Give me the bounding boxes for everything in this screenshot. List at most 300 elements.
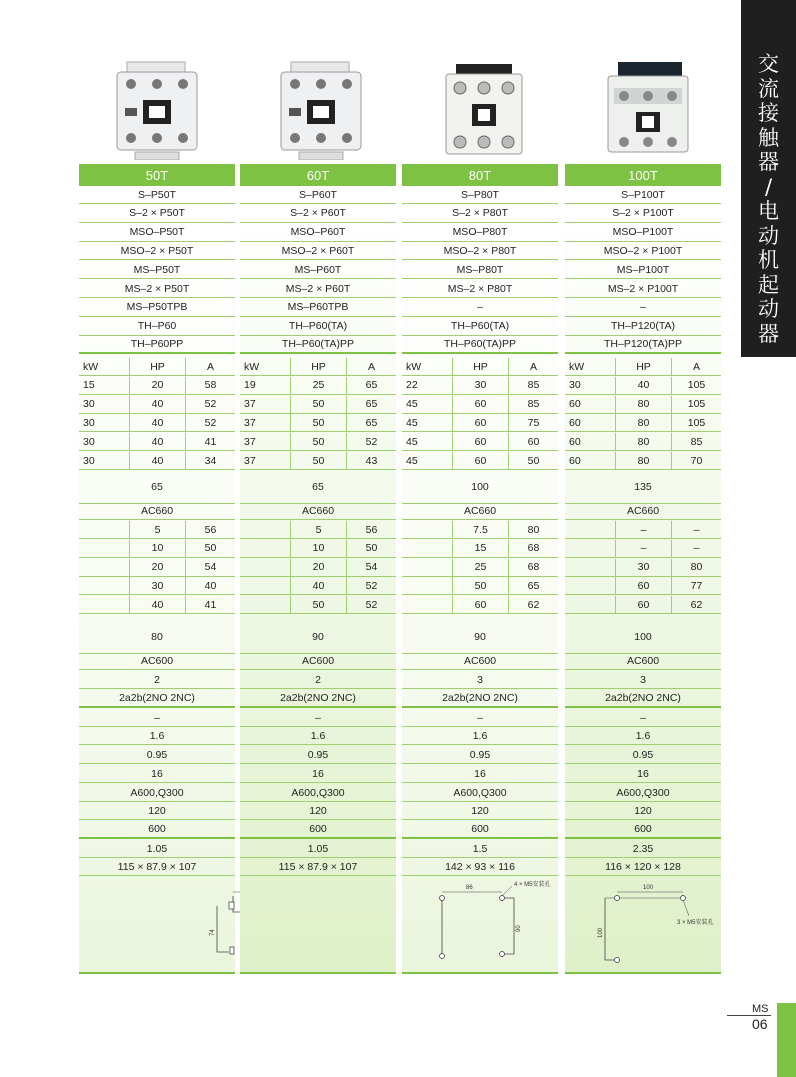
model-row	[79, 336, 235, 354]
table-cell: 50	[452, 577, 508, 594]
value-row-text: 600	[148, 823, 166, 835]
section-tab-char: 器	[758, 321, 779, 346]
dimension-height: 74	[210, 929, 216, 936]
value-row	[565, 821, 721, 839]
table-cell: kW	[569, 360, 585, 373]
rating-row	[240, 433, 396, 451]
model-row-text: S–P80T	[461, 188, 499, 201]
ac-voltage-2-row	[79, 652, 235, 670]
weight-row	[79, 840, 235, 858]
table-cell	[240, 596, 290, 613]
current-b-row	[240, 616, 396, 654]
dash-row	[240, 709, 396, 727]
rating2-row	[79, 540, 235, 558]
value-row	[240, 821, 396, 839]
aux-contacts-row	[565, 671, 721, 689]
table-cell: 85	[508, 377, 558, 394]
table-cell: 50	[346, 540, 396, 557]
model-row	[79, 242, 235, 260]
column-header: 100T	[565, 164, 721, 186]
table-cell: 56	[185, 521, 235, 538]
model-row-text: TH–P60(TA)PP	[281, 338, 355, 351]
table-cell: 68	[508, 559, 558, 576]
dimension-width: 100	[643, 885, 654, 891]
value-row-text: 1.6	[310, 729, 326, 742]
model-row	[79, 318, 235, 336]
table-cell: 43	[346, 452, 396, 469]
model-row	[402, 280, 558, 298]
value-row-text: 16	[312, 767, 324, 780]
ac-voltage-row	[402, 502, 558, 520]
model-row	[79, 280, 235, 298]
section-tab-char: 动	[758, 223, 779, 248]
section-tab-char: 交	[758, 52, 779, 76]
model-row-text: MSO–2 × P50T	[120, 244, 194, 257]
value-row-text: 1.6	[149, 729, 165, 742]
dash-row-text: –	[315, 711, 321, 724]
contactor-80t-photo	[436, 58, 532, 160]
model-row	[402, 299, 558, 317]
table-cell: 30	[83, 398, 95, 411]
current-b-row	[79, 616, 235, 654]
contact-config-row	[402, 690, 558, 708]
aux-contacts-row	[240, 671, 396, 689]
model-row	[240, 336, 396, 354]
rating2-row	[240, 577, 396, 595]
table-cell: 45	[406, 454, 418, 467]
rated-current-row-text: 135	[634, 480, 652, 493]
value-row	[240, 727, 396, 745]
rating-header-row	[565, 358, 721, 376]
table-cell: 60	[452, 452, 508, 469]
dash-row-text: –	[640, 711, 646, 724]
spec-column-60t	[240, 164, 396, 974]
rating-row	[402, 414, 558, 432]
value-row	[565, 727, 721, 745]
model-row	[565, 242, 721, 260]
contact-config-row	[240, 690, 396, 708]
model-row	[402, 261, 558, 279]
model-row-text: MS–2 × P60T	[285, 282, 351, 295]
table-cell: 80	[671, 559, 721, 576]
model-row-text: TH–P120(TA)PP	[604, 338, 682, 351]
table-cell	[402, 540, 452, 557]
page-number: 06	[752, 1016, 768, 1032]
table-cell: 105	[671, 377, 721, 394]
value-row	[565, 765, 721, 783]
table-cell	[240, 577, 290, 594]
value-row-text: 120	[148, 804, 166, 817]
rating2-row	[402, 559, 558, 577]
table-cell: HP	[129, 358, 185, 375]
contactor-60t-photo	[273, 58, 369, 160]
rating2-row	[79, 559, 235, 577]
table-cell: 50	[290, 452, 346, 469]
spec-column-100t	[565, 164, 721, 974]
dash-row	[402, 709, 558, 727]
value-row	[79, 765, 235, 783]
dash-row-text: –	[477, 711, 483, 724]
table-cell: 34	[185, 452, 235, 469]
value-row-text: 1.6	[635, 729, 651, 742]
value-row-text: 0.95	[469, 748, 491, 761]
table-cell: A	[671, 358, 721, 375]
current-b-row-text: 90	[312, 630, 324, 643]
table-cell: 40	[129, 396, 185, 413]
ac-voltage-row	[79, 502, 235, 520]
table-cell: 50	[290, 596, 346, 613]
table-cell: 60	[569, 454, 581, 467]
table-cell: –	[615, 521, 671, 538]
table-cell: 75	[508, 414, 558, 431]
table-cell: 20	[129, 377, 185, 394]
table-cell: 22	[406, 379, 418, 392]
model-row-text: MSO–P100T	[612, 226, 674, 239]
weight-row	[240, 840, 396, 858]
aux-rating-row-text: A600,Q300	[291, 786, 345, 799]
model-row	[240, 318, 396, 336]
aux-rating-row-text: A600,Q300	[616, 786, 670, 799]
table-cell: –	[671, 521, 721, 538]
aux-rating-row	[402, 784, 558, 802]
model-row-text: MS–P80T	[456, 263, 504, 276]
table-cell	[240, 559, 290, 576]
rated-current-row-text: 65	[312, 480, 324, 493]
section-tab-char: 触	[758, 125, 779, 150]
model-row-text: TH–P60	[137, 320, 177, 333]
table-cell: 30	[452, 377, 508, 394]
table-cell: 30	[83, 454, 95, 467]
table-cell: 65	[346, 377, 396, 394]
table-cell: 52	[346, 577, 396, 594]
rating2-row	[565, 521, 721, 539]
model-row-text: S–2 × P50T	[129, 207, 185, 220]
aux-contacts-row	[402, 671, 558, 689]
table-cell: 105	[671, 414, 721, 431]
rating2-row	[565, 577, 721, 595]
table-cell: 40	[129, 452, 185, 469]
current-b-row-text: 80	[151, 630, 163, 643]
current-b-row	[402, 616, 558, 654]
section-tab-char: 电	[758, 199, 779, 223]
dimension-width: 86	[466, 885, 473, 891]
ac-voltage-row	[565, 502, 721, 520]
weight-row-text: 1.5	[472, 842, 488, 855]
table-cell: 15	[452, 540, 508, 557]
table-cell: 65	[346, 396, 396, 413]
table-cell: 37	[244, 416, 256, 429]
dimensions-row-text: 142 × 93 × 116	[445, 860, 515, 873]
contact-config-row-text: 2a2b(2NO 2NC)	[280, 692, 356, 704]
ac-voltage-2-row	[402, 652, 558, 670]
rated-current-row	[240, 466, 396, 504]
table-cell	[402, 559, 452, 576]
rating2-row	[240, 596, 396, 614]
value-row	[402, 765, 558, 783]
table-cell: 30	[615, 559, 671, 576]
model-row	[565, 318, 721, 336]
table-cell: 60	[452, 433, 508, 450]
model-row	[565, 299, 721, 317]
table-cell: 20	[290, 559, 346, 576]
table-cell: 60	[452, 414, 508, 431]
table-cell: 52	[185, 414, 235, 431]
table-cell: 80	[615, 414, 671, 431]
model-row	[565, 261, 721, 279]
section-tab	[741, 0, 796, 357]
section-tab-char: /	[764, 174, 773, 199]
model-row-text: MSO–P80T	[452, 226, 508, 239]
table-cell: 52	[346, 433, 396, 450]
section-tab-char: 流	[758, 76, 779, 101]
rating2-row	[402, 521, 558, 539]
table-cell: 20	[129, 559, 185, 576]
rating-row	[79, 433, 235, 451]
rating-row	[240, 414, 396, 432]
aux-rating-row	[565, 784, 721, 802]
model-row-text: S–P60T	[299, 188, 337, 201]
model-row-text: MS–P100T	[616, 263, 670, 276]
table-cell: 30	[569, 379, 581, 392]
table-cell: 60	[508, 433, 558, 450]
table-cell: 50	[290, 414, 346, 431]
model-row-text: MS–P60TPB	[287, 301, 349, 314]
table-cell: 40	[185, 577, 235, 594]
aux-contacts-row-text: 2	[154, 673, 160, 686]
model-row	[240, 280, 396, 298]
table-cell: 70	[671, 452, 721, 469]
dash-row	[565, 709, 721, 727]
value-row-text: 16	[474, 767, 486, 780]
rating-header-row	[240, 358, 396, 376]
value-row	[565, 802, 721, 820]
table-cell	[565, 559, 615, 576]
ac-voltage-2-row-text: AC600	[626, 654, 660, 667]
dimensions-row-text: 116 × 120 × 128	[605, 860, 681, 873]
column-bottom-rule	[402, 972, 558, 974]
table-cell: 105	[671, 396, 721, 413]
rating-row	[240, 396, 396, 414]
rated-current-row	[565, 466, 721, 504]
value-row	[79, 821, 235, 839]
ac-voltage-2-row-text: AC600	[301, 654, 335, 667]
value-row	[79, 802, 235, 820]
rating-row	[240, 377, 396, 395]
table-cell: 50	[185, 540, 235, 557]
table-cell: HP	[290, 358, 346, 375]
table-cell: 62	[671, 596, 721, 613]
table-cell	[79, 559, 129, 576]
table-cell: 7.5	[452, 521, 508, 538]
model-row	[79, 299, 235, 317]
rating2-row	[79, 577, 235, 595]
model-row-text: MS–P60T	[294, 263, 342, 276]
rating-row	[79, 396, 235, 414]
model-row	[565, 224, 721, 242]
model-row	[565, 280, 721, 298]
current-b-row-text: 90	[474, 630, 486, 643]
table-cell: 60	[569, 416, 581, 429]
rated-current-row	[79, 466, 235, 504]
model-row	[402, 186, 558, 204]
model-row-text: MSO–P60T	[290, 226, 346, 239]
model-row	[240, 242, 396, 260]
table-cell: 60	[615, 596, 671, 613]
section-tab-char: 起	[758, 272, 779, 297]
table-cell: 80	[615, 396, 671, 413]
value-row-text: 120	[471, 804, 489, 817]
page-accent-bar	[777, 1003, 796, 1077]
rating2-row	[240, 540, 396, 558]
contact-config-row-text: 2a2b(2NO 2NC)	[119, 692, 195, 704]
table-cell: 19	[244, 379, 256, 392]
table-cell	[565, 596, 615, 613]
column-bottom-rule	[79, 972, 235, 974]
aux-rating-row	[240, 784, 396, 802]
model-row	[79, 261, 235, 279]
table-cell: 45	[406, 398, 418, 411]
model-row-text: MS–2 × P100T	[607, 282, 679, 295]
table-cell: 52	[185, 396, 235, 413]
mounting-drawing-100t	[565, 876, 721, 972]
aux-rating-row-text: A600,Q300	[130, 786, 184, 799]
table-cell: 80	[615, 433, 671, 450]
dimensions-row	[565, 858, 721, 876]
model-row	[402, 205, 558, 223]
table-cell: A	[185, 358, 235, 375]
ac-voltage-2-row-text: AC600	[140, 654, 174, 667]
current-b-row	[565, 616, 721, 654]
value-row-text: 120	[634, 804, 652, 817]
table-cell: 52	[346, 596, 396, 613]
table-cell: 41	[185, 596, 235, 613]
dimensions-row-text: 115 × 87.9 × 107	[117, 860, 197, 873]
model-row-text: MS–P50T	[133, 263, 181, 276]
value-row-text: 16	[151, 767, 163, 780]
spec-column-50t	[79, 164, 235, 974]
ac-voltage-2-row-text: AC600	[463, 654, 497, 667]
weight-row-text: 2.35	[632, 842, 654, 855]
mounting-note: 3 × M5安装孔	[677, 920, 714, 926]
table-cell: 60	[452, 596, 508, 613]
table-cell: 5	[290, 521, 346, 538]
column-bottom-rule	[240, 972, 396, 974]
rating-row	[79, 377, 235, 395]
rating2-row	[565, 559, 721, 577]
model-row-text: TH–P60(TA)PP	[443, 338, 517, 351]
column-header: 80T	[402, 164, 558, 186]
column-header: 50T	[79, 164, 235, 186]
table-cell: 15	[83, 379, 95, 392]
value-row-text: 600	[471, 823, 489, 835]
table-cell: 68	[508, 540, 558, 557]
table-cell: kW	[406, 360, 422, 373]
table-cell: 37	[244, 435, 256, 448]
model-row-text: MSO–2 × P100T	[603, 244, 683, 257]
table-cell: 45	[406, 416, 418, 429]
value-row	[402, 821, 558, 839]
table-cell: 85	[671, 433, 721, 450]
value-row-text: 600	[634, 823, 652, 835]
rating2-row	[402, 540, 558, 558]
section-tab-char: 器	[758, 150, 779, 174]
model-row-text: TH–P60PP	[130, 338, 184, 351]
model-row	[402, 336, 558, 354]
table-cell	[79, 577, 129, 594]
table-cell: 41	[185, 433, 235, 450]
value-row-text: 16	[637, 767, 649, 780]
table-cell	[79, 521, 129, 538]
table-cell: 40	[129, 596, 185, 613]
ac-voltage-2-row	[240, 652, 396, 670]
value-row-text: 0.95	[632, 748, 654, 761]
model-row	[565, 205, 721, 223]
model-row	[240, 261, 396, 279]
table-cell: 25	[452, 559, 508, 576]
table-cell: 54	[185, 559, 235, 576]
model-row-text: MSO–P50T	[129, 226, 185, 239]
table-cell: 25	[290, 377, 346, 394]
rating-row	[402, 396, 558, 414]
table-cell	[565, 540, 615, 557]
mounting-note: 4 × M5安装孔	[514, 882, 551, 888]
table-cell: 40	[290, 577, 346, 594]
rating2-row	[79, 596, 235, 614]
table-cell: 60	[569, 435, 581, 448]
table-cell: –	[615, 540, 671, 557]
contactor-100t-photo	[600, 58, 696, 160]
value-row	[240, 765, 396, 783]
value-row	[402, 802, 558, 820]
table-cell	[565, 521, 615, 538]
dimensions-row	[240, 858, 396, 876]
table-cell: kW	[244, 360, 260, 373]
table-cell: 60	[569, 398, 581, 411]
table-cell: 80	[508, 521, 558, 538]
contactor-50t-photo	[109, 58, 205, 160]
table-cell	[402, 521, 452, 538]
dash-row-text: –	[154, 711, 160, 724]
table-cell: 77	[671, 577, 721, 594]
rating2-row	[402, 577, 558, 595]
model-row-text: –	[477, 301, 483, 314]
ac-voltage-row-text: AC660	[301, 504, 335, 517]
rating2-row	[79, 521, 235, 539]
model-row	[402, 242, 558, 260]
rating2-row	[565, 596, 721, 614]
rating2-row	[402, 596, 558, 614]
model-row-text: MSO–2 × P80T	[443, 244, 517, 257]
table-cell: 5	[129, 521, 185, 538]
value-row	[79, 746, 235, 764]
model-row-text: TH–P120(TA)	[611, 320, 675, 333]
table-cell: 80	[615, 452, 671, 469]
model-row	[240, 224, 396, 242]
contact-config-row-text: 2a2b(2NO 2NC)	[442, 692, 518, 704]
contact-config-row	[79, 690, 235, 708]
ac-voltage-2-row	[565, 652, 721, 670]
table-cell: 60	[452, 396, 508, 413]
table-cell: 50	[508, 452, 558, 469]
dimensions-row-text: 115 × 87.9 × 107	[278, 860, 358, 873]
rating-header-row	[79, 358, 235, 376]
model-row-text: TH–P60(TA)	[288, 320, 348, 333]
mounting-drawing-80t	[402, 876, 558, 972]
model-row	[240, 205, 396, 223]
model-row-text: –	[640, 301, 646, 314]
rating-row	[565, 433, 721, 451]
rating-row	[402, 377, 558, 395]
